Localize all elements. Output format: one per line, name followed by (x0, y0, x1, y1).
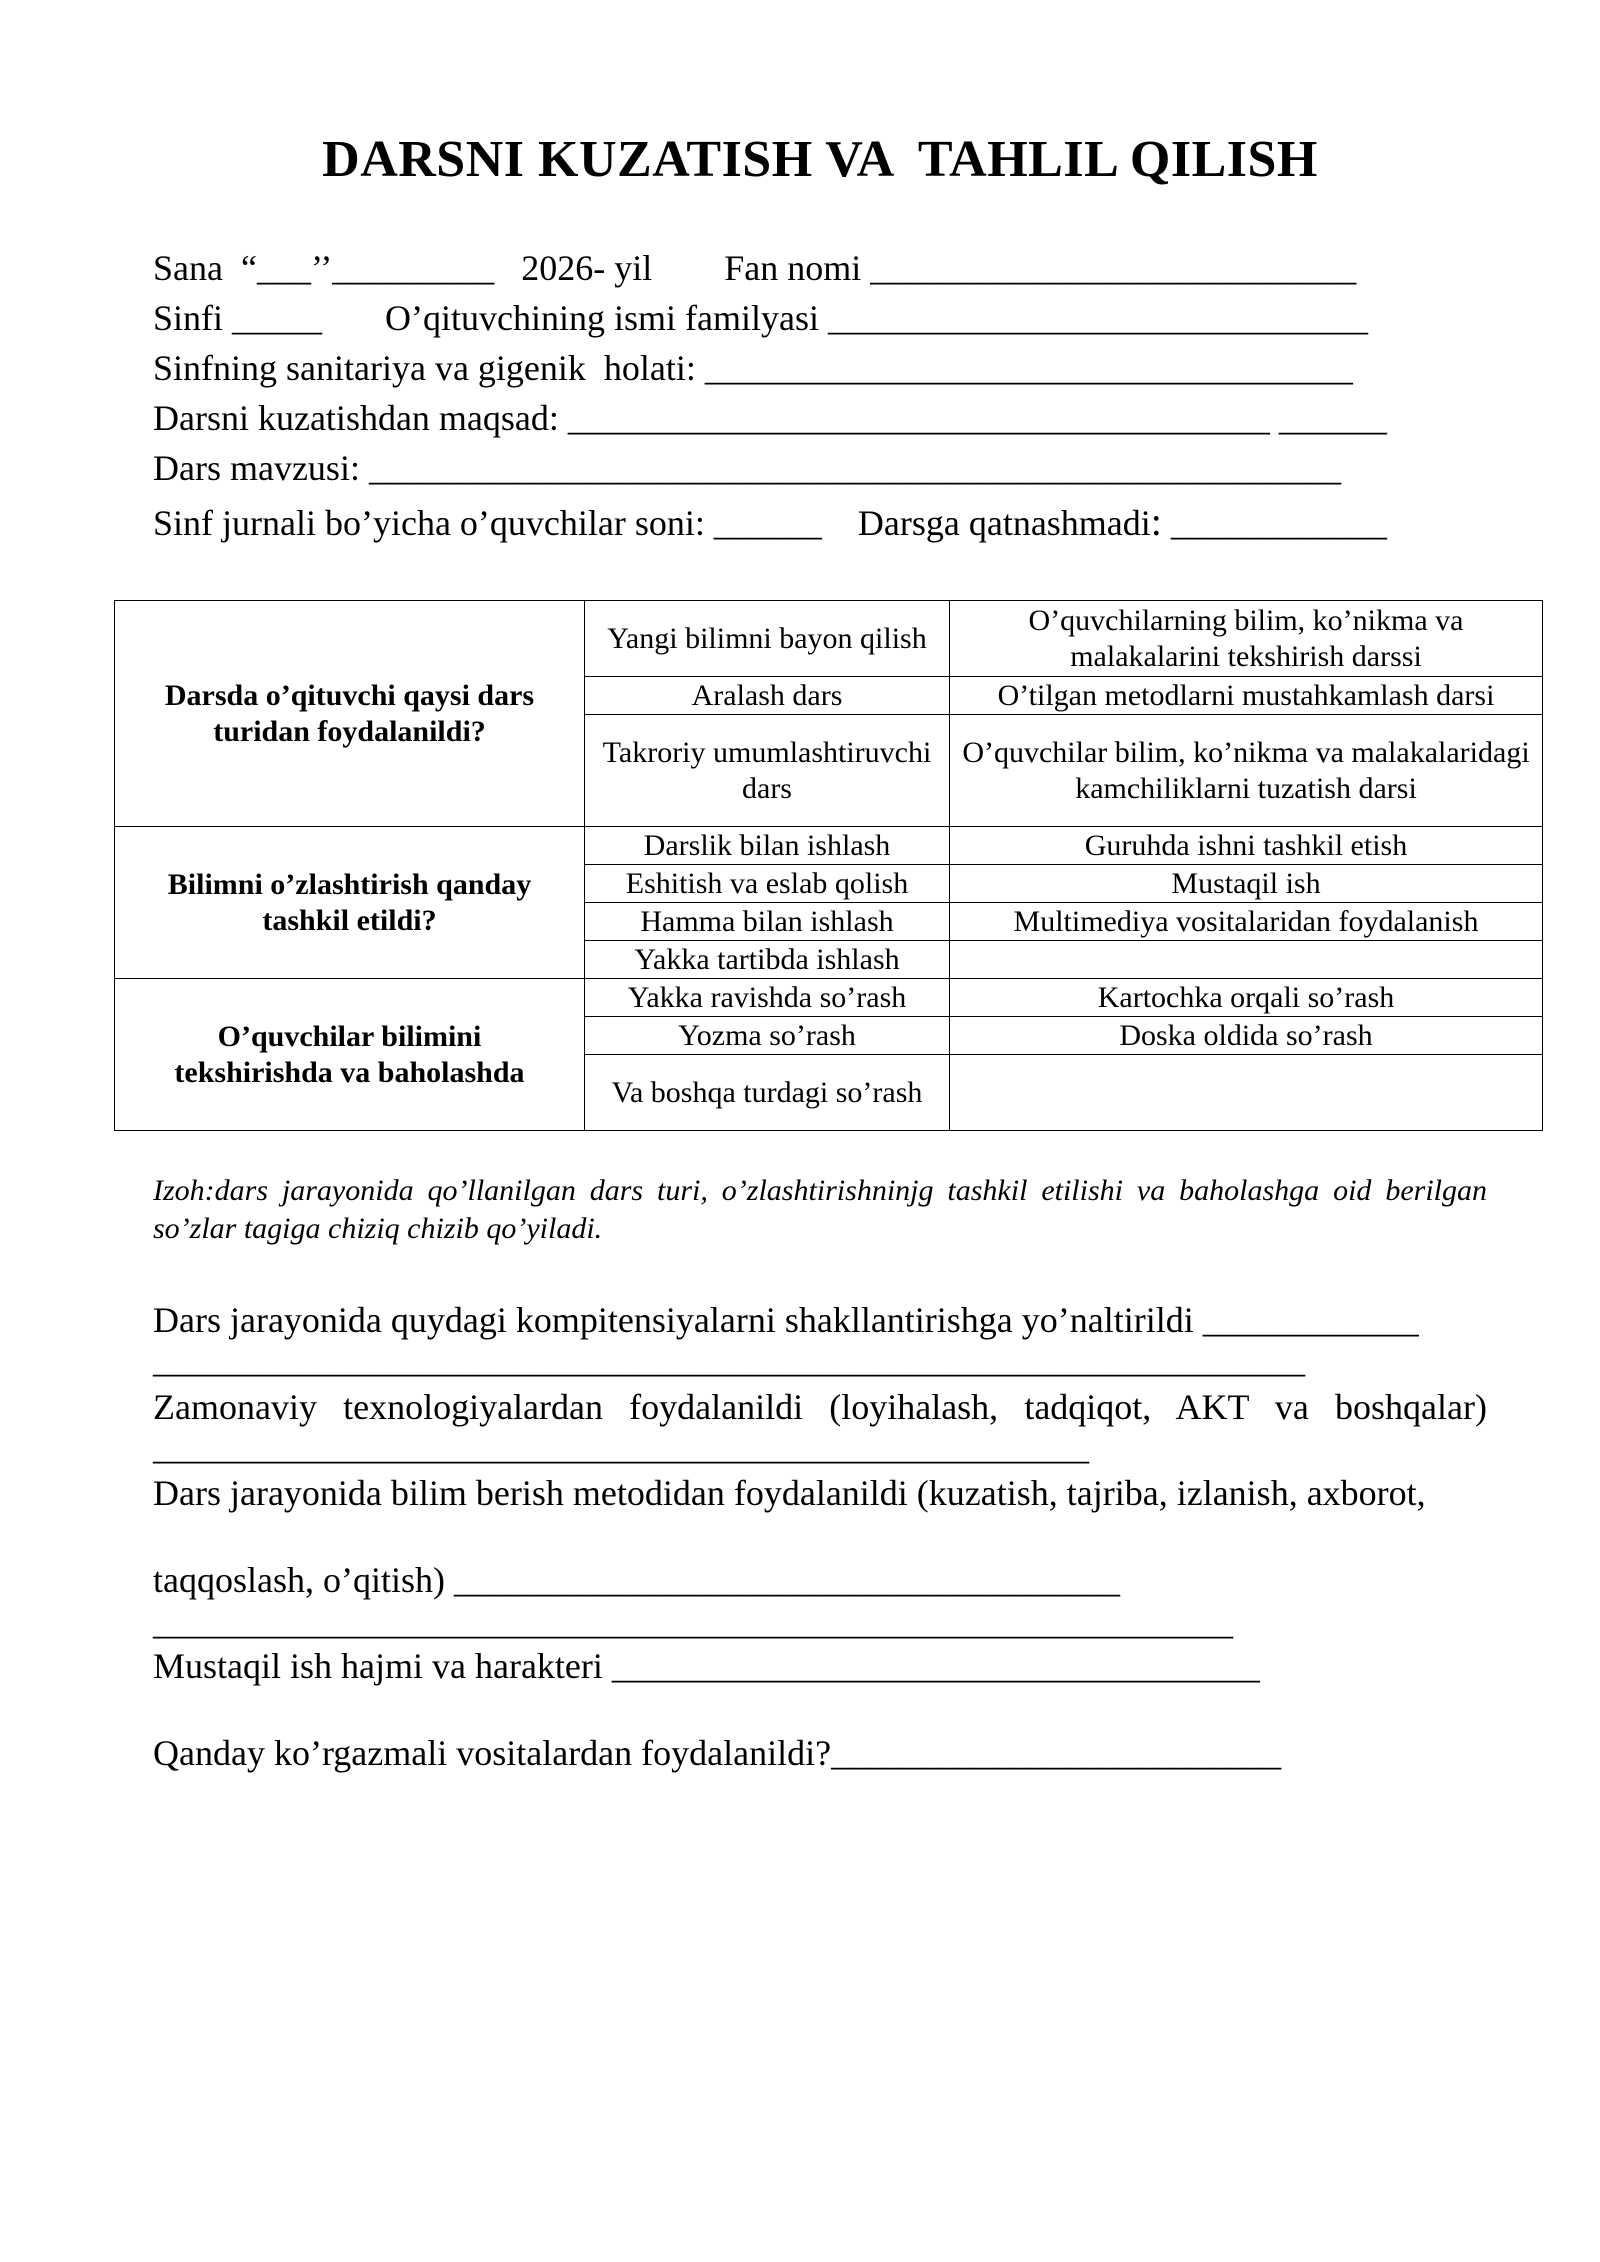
page-title: DARSNI KUZATISH VA TAHLIL QILISH (322, 131, 1318, 188)
class-teacher-field[interactable]: Sinfi _____ O’qituvchining ismi familyasi ______________________________ (153, 298, 1368, 338)
option-cell[interactable]: Va boshqa turdagi so’rash (585, 1055, 950, 1131)
option-cell (950, 1055, 1543, 1131)
option-cell[interactable]: O’quvchilar bilim, ko’nikma va malakalaridagi kamchiliklarni tuzatish darsi (950, 715, 1543, 827)
lesson-type-question: Darsda o’qituvchi qaysi dars turidan foydalanildi? (115, 601, 585, 827)
option-cell[interactable]: Multimediya vositalaridan foydalanish (950, 903, 1543, 941)
option-cell[interactable]: Darslik bilan ishlash (585, 827, 950, 865)
method-field[interactable]: taqqoslash, o’qitish) _____________________________________ (153, 1560, 1120, 1600)
purpose-field[interactable]: Darsni kuzatishdan maqsad: _______________________________________ ______ (153, 398, 1387, 438)
option-cell[interactable]: Yozma so’rash (585, 1017, 950, 1055)
absent-blank[interactable]: ____________ (1161, 503, 1387, 543)
option-cell[interactable]: Aralash dars (585, 677, 950, 715)
students-absent-label: Sinf jurnali bo’yicha o’quvchilar soni: ______ Darsga qatnashmadi (153, 503, 1151, 543)
instruction-note: Izoh:dars jarayonida qo’llanilgan dars turi, o’zlashtirishninjg tashkil etilishi va baholashga oid berilgan so’zlar tagiga chiziq chizib qo’yiladi. (153, 1174, 1487, 1245)
option-cell[interactable]: Mustaqil ish (950, 865, 1543, 903)
option-cell[interactable]: Yangi bilimni bayon qilish (585, 601, 950, 677)
method-label: Dars jarayonida bilim berish metodidan foydalanildi (kuzatish, tajriba, izlanish, axborot, (153, 1473, 1426, 1513)
assessment-question: O’quvchilar bilimini tekshirishda va baholashda (115, 979, 585, 1131)
option-cell[interactable]: Eshitish va eslab qolish (585, 865, 950, 903)
method-blank[interactable]: ____________________________________________________________ (153, 1602, 1233, 1642)
sanitary-field[interactable]: Sinfning sanitariya va gigenik holati: ____________________________________ (153, 348, 1353, 388)
option-cell[interactable]: Yakka ravishda so’rash (585, 979, 950, 1017)
table-row (115, 979, 1543, 1017)
visual-aids-field[interactable]: Qanday ko’rgazmali vositalardan foydalanildi?_________________________ (153, 1733, 1282, 1773)
table-row (115, 827, 1543, 865)
option-cell[interactable]: O’tilgan metodlarni mustahkamlash darsi (950, 677, 1543, 715)
competence-field[interactable]: Dars jarayonida quydagi kompitensiyalarni shakllantirishga yo’naltirildi ____________ (153, 1300, 1419, 1340)
option-cell[interactable]: Guruhda ishni tashkil etish (950, 827, 1543, 865)
technology-blank[interactable]: ____________________________________________________ (153, 1427, 1089, 1467)
competence-blank[interactable]: ________________________________________________________________ (153, 1340, 1305, 1380)
option-cell[interactable]: Hamma bilan ishlash (585, 903, 950, 941)
technology-label: Zamonaviy texnologiyalardan foydalanildi (loyihalash, tadqiqot, AKT va boshqalar) (153, 1387, 1487, 1427)
observation-table (114, 600, 1543, 1131)
knowledge-organization-question: Bilimni o’zlashtirish qanday tashkil etildi? (115, 827, 585, 979)
option-cell (950, 941, 1543, 979)
option-cell[interactable]: Doska oldida so’rash (950, 1017, 1543, 1055)
independent-work-field[interactable]: Mustaqil ish hajmi va harakteri ____________________________________ (153, 1646, 1260, 1686)
date-subject-field[interactable]: Sana “___’’_________ 2026- yil Fan nomi ___________________________ (153, 248, 1357, 288)
option-cell[interactable]: O’quvchilarning bilim, ko’nikma va malakalarini tekshirish darssi (950, 601, 1543, 677)
topic-field[interactable]: Dars mavzusi: ______________________________________________________ (153, 448, 1341, 488)
option-cell[interactable]: Yakka tartibda ishlash (585, 941, 950, 979)
table-row (115, 601, 1543, 677)
option-cell[interactable]: Takroriy umumlashtiruvchi dars (585, 715, 950, 827)
students-absent-field[interactable] (153, 499, 1387, 544)
absent-colon: : (1150, 499, 1162, 544)
option-cell[interactable]: Kartochka orqali so’rash (950, 979, 1543, 1017)
